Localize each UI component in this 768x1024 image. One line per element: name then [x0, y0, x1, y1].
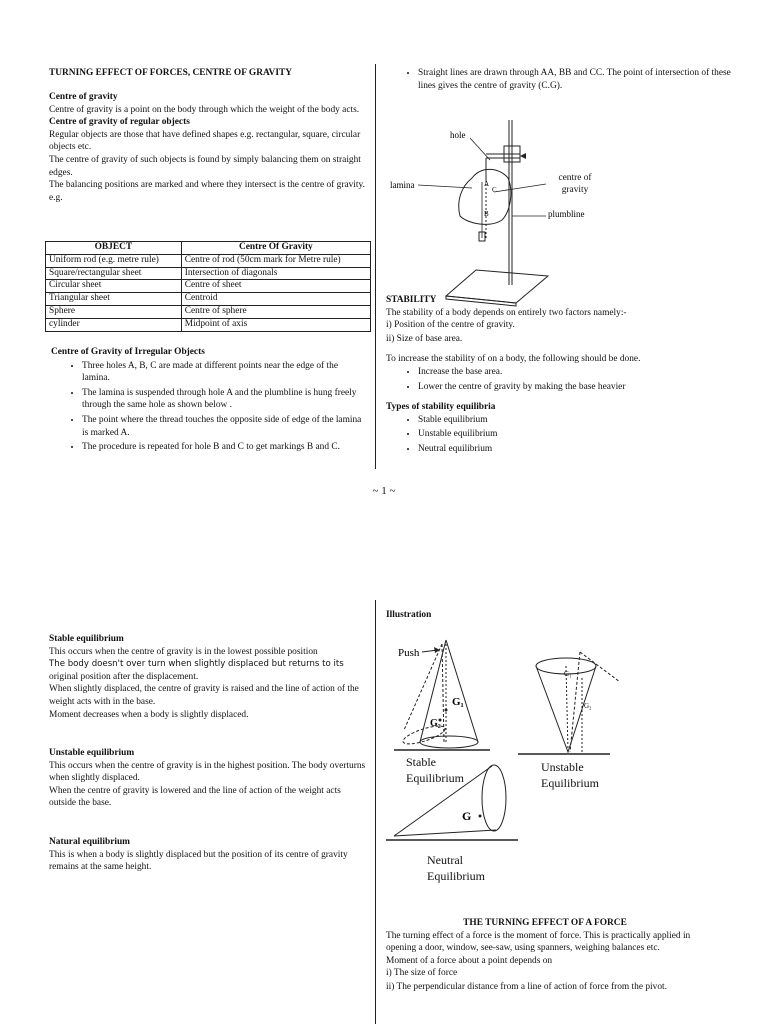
hole-label: hole: [450, 130, 466, 140]
stability-i: i) Position of the centre of gravity.: [386, 320, 515, 331]
increase-p: To increase the stability of on a body, the following should be done.: [386, 354, 641, 365]
table-header: OBJECT: [46, 242, 182, 255]
unstable-g2-label: G₂: [584, 702, 592, 710]
stable-label-line2: Equilibrium: [406, 771, 464, 785]
turning-i: i) The size of force: [386, 968, 458, 979]
stable-p5: Moment decreases when a body is slightly displaced.: [49, 709, 249, 720]
regular-p2: The centre of gravity of such objects is found by simply balancing them on straight edges.: [49, 154, 361, 178]
table-header-row: [46, 242, 371, 255]
g1-label: G₁: [452, 696, 464, 708]
illustration-heading: Illustration: [386, 610, 432, 620]
table-row: [46, 254, 371, 267]
unstable-axis: [566, 666, 568, 752]
natural-section: [49, 836, 367, 874]
table-cell: Uniform rod (e.g. metre rule): [46, 254, 182, 267]
lamina-plumbline-diagram: [386, 120, 586, 310]
cog-table: [45, 241, 371, 332]
unstable-label-line1: Unstable: [541, 760, 584, 774]
page1-column-divider: [375, 64, 376, 469]
table-row: [46, 293, 371, 306]
list-item: • Increase the base area.: [418, 366, 704, 379]
types-list: [386, 414, 704, 456]
table-cell: Centre of rod (50cm mark for Metre rule): [181, 254, 370, 267]
unstable-heading: Unstable equilibrium: [49, 748, 135, 758]
table-cell: Centroid: [181, 293, 370, 306]
neutral-label-line1: Neutral: [427, 853, 463, 867]
page-number: ~ 1 ~: [372, 485, 396, 497]
unstable-label-line2: Equilibrium: [541, 776, 599, 790]
turning-p2: Moment of a force about a point depends on: [386, 955, 553, 966]
stable-p3: original position after the displacement.: [49, 671, 199, 682]
right-bullet-list: [386, 67, 736, 94]
table-cell: Intersection of diagonals: [181, 267, 370, 280]
page1-title: TURNING EFFECT OF FORCES, CENTRE OF GRAVITY: [49, 68, 292, 78]
list-item: • The point where the thread touches the opposite side of edge of the lamina is marked A.: [82, 414, 367, 439]
stable-p1: This occurs when the centre of gravity is in the lowest possible position: [49, 646, 318, 657]
unstable-p2: When the centre of gravity is lowered and the line of action of the weight acts outside the base.: [49, 785, 341, 809]
stable-p4: When slightly displaced, the centre of gravity is raised and the line of action of the weight acts with in the base.: [49, 684, 359, 707]
table-row: [46, 280, 371, 293]
table-row: [46, 318, 371, 331]
stable-heading: Stable equilibrium: [49, 634, 124, 644]
table-cell: Triangular sheet: [46, 293, 182, 306]
cog-section: [49, 91, 367, 204]
stable-cone-base: [420, 736, 478, 748]
table-cell: Sphere: [46, 305, 182, 318]
g1-point: [445, 709, 448, 712]
table-row: [46, 267, 371, 280]
turning-section: [386, 917, 704, 994]
stability-p1: The stability of a body depends on entirely two factors namely:-: [386, 307, 627, 318]
table-cell: Centre of sphere: [181, 305, 370, 318]
types-heading: Types of stability equilibria: [386, 402, 496, 413]
cog-definition: Centre of gravity is a point on the body through which the weight of the body acts.: [49, 104, 360, 115]
list-item: • Lower the centre of gravity by making the base heavier: [418, 381, 704, 394]
unstable-p1: This occurs when the centre of gravity is in the highest position. The body overturns when slightly displaced.: [49, 760, 366, 784]
list-item: • Neutral equilibrium: [418, 443, 704, 456]
unstable-g1-label: G₁: [564, 670, 572, 678]
push-arrowhead: [434, 647, 440, 653]
stable-cone-sides: [420, 640, 478, 742]
table-cell: Midpoint of axis: [181, 318, 370, 331]
irregular-heading: Centre of Gravity of Irregular Objects: [51, 347, 205, 357]
unstable-equilibrium-label: [541, 759, 599, 791]
g2-label: G₂: [430, 718, 441, 729]
regular-p3: The balancing positions are marked and where they intersect is the centre of gravity.: [49, 180, 365, 191]
natural-heading: Natural equilibrium: [49, 837, 130, 847]
regular-heading: Centre of gravity of regular objects: [49, 117, 190, 128]
clamp-screw: [520, 153, 526, 159]
neutral-equilibrium-label: [427, 852, 485, 884]
list-item: • The procedure is repeated for hole B and C to get markings B and C.: [82, 441, 367, 454]
eg-label: e.g.: [49, 192, 63, 203]
stable-equilibrium-label: [406, 754, 464, 786]
neutral-label-line2: Equilibrium: [427, 869, 485, 883]
cog-leader: [494, 184, 546, 192]
natural-p1: This is when a body is slightly displaced but the position of its centre of gravity remains at the same height.: [49, 849, 348, 873]
page2-column-divider: [375, 600, 376, 1024]
table-cell: cylinder: [46, 318, 182, 331]
list-item: • The lamina is suspended through hole A and the plumbline is hung freely through the same hole as shown below .: [82, 387, 367, 412]
stable-label-line1: Stable: [406, 755, 436, 769]
point-b-label: B: [484, 210, 489, 218]
neutral-g-point: [479, 815, 482, 818]
table-header: Centre Of Gravity: [181, 242, 370, 255]
list-item: • Stable equilibrium: [418, 414, 704, 427]
stability-section: [386, 294, 704, 458]
stability-heading: STABILITY: [386, 295, 437, 305]
turning-p1: The turning effect of a force is the moment of force. This is practically applied in opening a door, window, see-saw, using spanners, weighing balances etc.: [386, 930, 691, 954]
list-item: • Three holes A, B, C are made at different points near the edge of the lamina.: [82, 360, 367, 385]
irregular-list: [51, 360, 367, 454]
neutral-g-label: G: [462, 809, 472, 823]
point-c-label: C: [492, 186, 497, 194]
stable-section: [49, 633, 367, 721]
regular-p1: Regular objects are those that have defined shapes e.g. rectangular, square, circular objects etc.: [49, 129, 361, 153]
cog-heading: Centre of gravity: [49, 92, 118, 102]
hole-leader: [470, 138, 490, 160]
list-item: • Unstable equilibrium: [418, 428, 704, 441]
table-row: [46, 305, 371, 318]
table-cell: Centre of sheet: [181, 280, 370, 293]
push-label: Push: [398, 647, 420, 659]
table-cell: Square/rectangular sheet: [46, 267, 182, 280]
stable-p2: The body doesn't over turn when slightly displaced but returns to its: [49, 659, 344, 670]
irregular-section: [51, 346, 367, 456]
turning-heading: THE TURNING EFFECT OF A FORCE: [463, 918, 627, 928]
table-cell: Circular sheet: [46, 280, 182, 293]
lamina-label: lamina: [390, 180, 415, 190]
point-a-label: A: [484, 180, 490, 188]
increase-list: [386, 366, 704, 393]
stability-ii: ii) Size of base area.: [386, 333, 463, 344]
plumbline-label: plumbline: [548, 209, 585, 219]
unstable-cone-tilted: [570, 652, 620, 752]
neutral-cone-base: [482, 765, 506, 831]
unstable-section: [49, 747, 367, 810]
list-item: • Straight lines are drawn through AA, BB and CC. The point of intersection of these lines gives the centre of gravity (C.G).: [418, 67, 736, 92]
turning-ii: ii) The perpendicular distance from a line of action of force from the pivot.: [386, 981, 667, 992]
centre-of-gravity-label: centre of gravity: [558, 173, 592, 195]
